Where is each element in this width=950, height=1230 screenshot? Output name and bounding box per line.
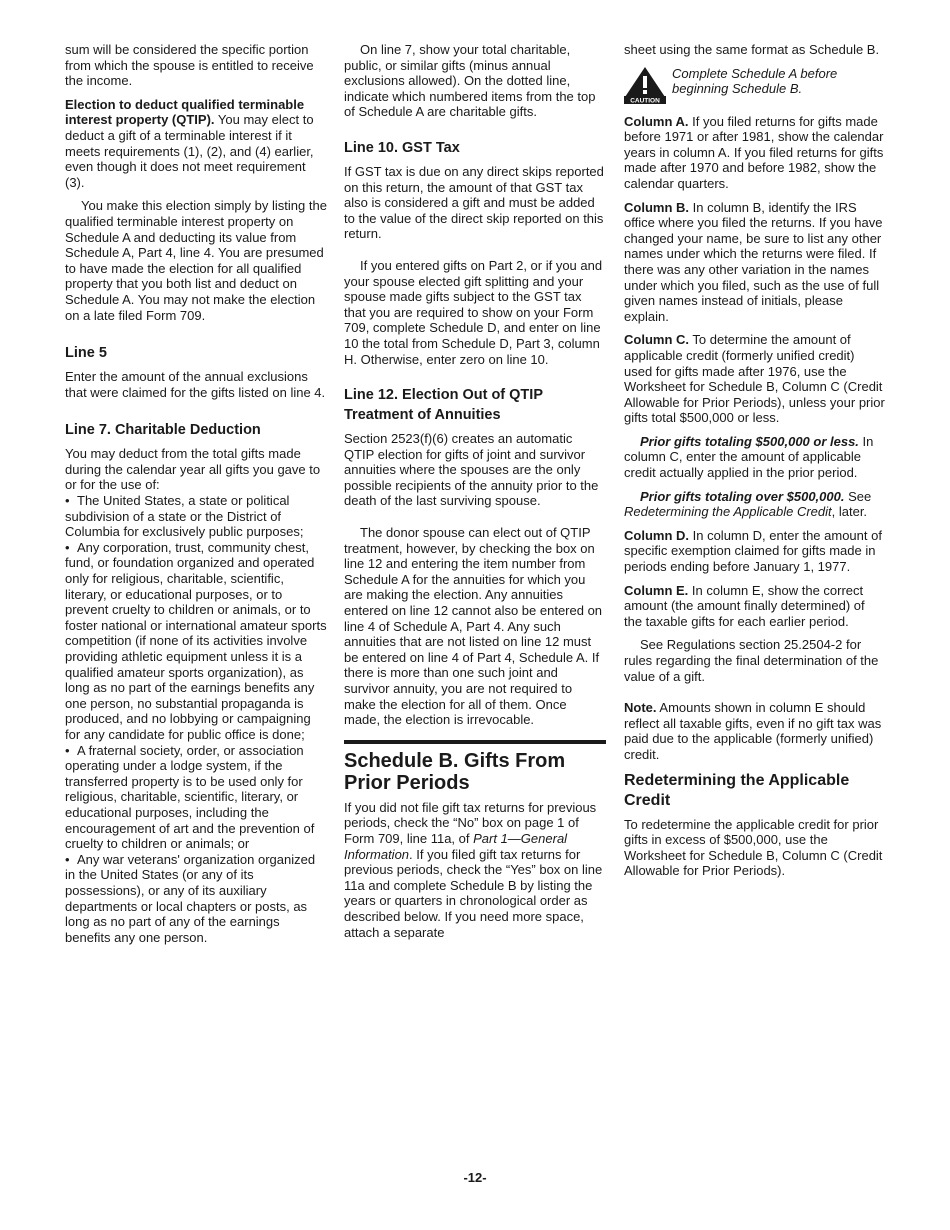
column-c-paragraph <box>624 332 886 426</box>
caution-icon <box>624 66 666 104</box>
note-paragraph <box>624 700 886 762</box>
column-b-paragraph <box>624 200 886 325</box>
bullet-item <box>65 852 327 946</box>
qtip-heading: Election to deduct qualified terminable interest property (QTIP). <box>65 96 305 128</box>
column-e-paragraph <box>624 583 886 630</box>
column-left <box>65 42 327 945</box>
prior-gifts-gt-paragraph <box>624 489 886 520</box>
paragraph: If GST tax is due on any direct skips reported on this return, the amount of that GST tax also is considered a gift and must be added to the value of the direct skip reported on this return. <box>344 163 604 242</box>
text: . If you filed gift tax returns for previous periods, check the “Yes” box on line 11a and complete Schedule B by listing the years or quarters in chronological order as described below. If you need more space, attach a separate <box>344 846 603 940</box>
caution-label: CAUTION <box>630 97 660 104</box>
column-d-paragraph <box>624 528 886 575</box>
paragraph: On line 7, show your total charitable, public, or similar gifts (minus annual exclusions allowed). On the dotted line, indicate which numbered items from the top of Schedule A are charitable gifts. <box>344 42 596 120</box>
paragraph: sheet using the same format as Schedule B. <box>624 42 880 57</box>
line12-heading: Line 12. Election Out of QTIP Treatment of Annuities <box>344 387 543 424</box>
text: In column B, identify the IRS office where you filed the returns. If you have changed your name, be sure to list any other names under which the returns were filed. If there was any other variation in the names under which you filed, such as the use of full given names instead of initials, please explain. <box>624 199 883 324</box>
paragraph: To redetermine the applicable credit for prior gifts in excess of $500,000, use the Worksheet for Schedule B, Column C (Credit Allowable for Prior Periods). <box>624 816 883 879</box>
column-right <box>624 42 886 887</box>
italic-reference: Part 1—General Information <box>344 830 568 862</box>
prior-gifts-le-paragraph <box>624 434 886 481</box>
prior-gifts-gt-heading: Prior gifts totaling over $500,000. <box>640 488 845 504</box>
bullet-text: The United States, a state or political subdivision of a state or the District of Columbia for exclusively public purposes; <box>65 493 304 540</box>
qtip-text: You may elect to deduct a gift of a terminable interest if it meets requirements (1), (2), and (4) earlier, even though it does not meet requirement (3). <box>65 112 314 190</box>
bullet-text: A fraternal society, order, or association operating under a lodge system, if the transferred property is to be used only for religious, charitable, scientific, literary, or educational purposes, including the encouragement of art and the prevention of cruelty to children or animals; or <box>65 742 315 852</box>
paragraph: You may deduct from the total gifts made during the calendar year all gifts you gave to or for the use of: <box>65 446 321 493</box>
line5-heading: Line 5 <box>65 345 107 362</box>
bullet-text: Any corporation, trust, community chest, fund, or foundation organized and operated only for religious, charitable, scientific, literary, or educational purposes, or to prevent cruelty to children or animals, or to foster national or international amateur sports competition (if none of its activities involve providing athletic equipment unless it is a qualified amateur sports organization), as long as no part of the earnings benefits any one person, no substantial propaganda is produced, and no lobbying or campaigning for any candidate for public office is done; <box>65 539 327 742</box>
caution-box <box>624 66 886 104</box>
text: Amounts shown in column E should reflect all taxable gifts, even if no gift tax was paid due to the applicable (formerly unified) credit. <box>624 700 882 762</box>
column-e-heading: Column E. <box>624 582 689 598</box>
bullet-item <box>65 540 327 743</box>
qtip-paragraph <box>65 97 327 191</box>
redetermining-heading: Redetermining the Applicable Credit <box>624 771 850 809</box>
schedule-b-paragraph <box>344 800 606 940</box>
column-middle <box>344 42 606 948</box>
paragraph: sum will be considered the specific portion from which the spouse is entitled to receive the income. <box>65 42 314 89</box>
caution-text: Complete Schedule A before beginning Schedule B. <box>672 65 838 97</box>
page-number: -12- <box>463 1170 487 1185</box>
text: , later. <box>831 504 868 520</box>
bullet-text: Any war veterans' organization organized in the United States (or any of its possessions), or any of its auxiliary departments or local chapters or posts, as long as no part of any of the earnings benefits any one person. <box>65 851 316 945</box>
bullet-icon: • <box>65 539 70 555</box>
schedule-b-heading: Schedule B. Gifts From Prior Periods <box>344 749 566 794</box>
note-heading: Note. <box>624 700 657 716</box>
paragraph: Section 2523(f)(6) creates an automatic QTIP election for gifts of joint and survivor annuities where the spouses are the only possible recipients of the annuity prior to the death of the last surviving spouse. <box>344 431 599 509</box>
column-a-paragraph <box>624 114 886 192</box>
line7-heading: Line 7. Charitable Deduction <box>65 422 261 439</box>
section-divider <box>344 740 606 744</box>
line10-heading: Line 10. GST Tax <box>344 139 460 156</box>
paragraph: If you entered gifts on Part 2, or if you and your spouse elected gift splitting and your spouse made gifts subject to the GST tax that you are required to show on your Form 709, complete Schedule D, and enter on line 10 the total from Schedule D, Part 3, column H. Otherwise, enter zero on line 10. <box>344 257 603 367</box>
bullet-icon: • <box>65 851 70 867</box>
column-a-heading: Column A. <box>624 113 689 129</box>
text: If you filed returns for gifts made before 1971 or after 1981, show the calendar years in column A. If you filed returns for gifts made after 1970 and before 1982, show the calendar quarters. <box>624 113 884 191</box>
text: In column D, enter the amount of specific exemption claimed for gifts made in periods ending before January 1, 1977. <box>624 527 882 575</box>
text: To determine the amount of applicable credit (formerly unified credit) used for gifts made after 1976, use the Worksheet for Schedule B, Column C (Credit Allowable for Prior Periods), unless your prior gifts total $500,000 or less. <box>624 332 885 426</box>
text: If you did not file gift tax returns for previous periods, check the “No” box on page 1 of Form 709, line 11a, of <box>344 799 597 846</box>
bullet-icon: • <box>65 493 70 509</box>
paragraph: You make this election simply by listing the qualified terminable interest property on Schedule A and deducting its value from Schedule A, Part 4, line 4. You are presumed to have made the election for all qualified property that you both list and deduct on Schedule A. You may not make the election on a late filed Form 709. <box>65 198 327 323</box>
prior-gifts-le-heading: Prior gifts totaling $500,000 or less. <box>640 433 859 449</box>
column-c-heading: Column C. <box>624 332 689 348</box>
paragraph: Enter the amount of the annual exclusions that were claimed for the gifts listed on line 4. <box>65 369 326 400</box>
bullet-icon: • <box>65 742 70 758</box>
bullet-item <box>65 743 327 852</box>
paragraph: See Regulations section 25.2504-2 for rules regarding the final determination of the value of a gift. <box>624 637 879 684</box>
text: In column E, show the correct amount (the amount finally determined) of the taxable gifts for each earlier period. <box>624 582 865 629</box>
text: See <box>848 488 872 504</box>
italic-reference: Redetermining the Applicable Credit <box>624 504 832 520</box>
column-d-heading: Column D. <box>624 527 689 543</box>
text: In column C, enter the amount of applicable credit actually applied in the prior period. <box>624 433 874 481</box>
paragraph: The donor spouse can elect out of QTIP treatment, however, by checking the box on line 12 and entering the item number from Schedule A for the annuities for which you are making the election. Any annuities entered on line 12 cannot also be entered on line 4 of Schedule A, Part 4. Any such annuities that are not listed on line 12 must be entered on line 4 of Part 4, Schedule A. If there is more than one such joint and survivor annuity, you are not required to make the election for all of them. Once made, the election is irrevocable. <box>344 525 603 728</box>
bullet-item <box>65 493 327 540</box>
column-b-heading: Column B. <box>624 199 689 215</box>
